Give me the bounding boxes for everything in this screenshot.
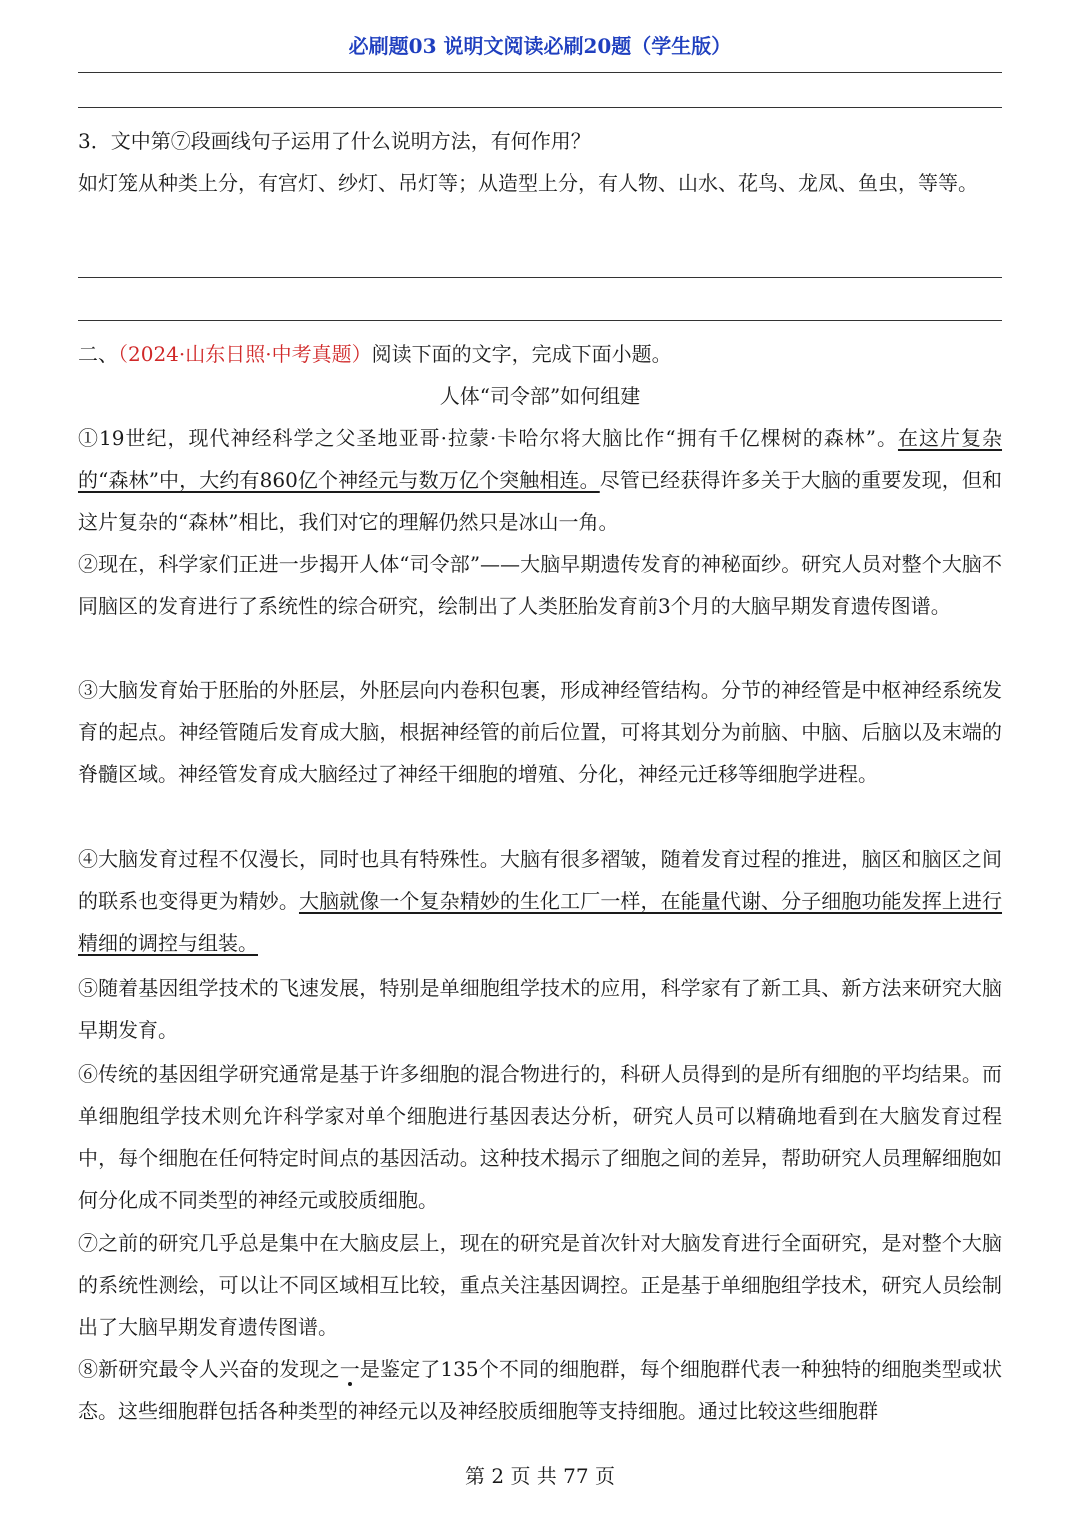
paragraph-6: ⑥传统的基因组学研究通常是基于许多细胞的混合物进行的，科研人员得到的是所有细胞的平均结果。而单细胞组学技术则允许科学家对单个细胞进行基因表达分析，研究人员可以精确地看到在大脑发育过程中，每个细胞在任何特定时间点的基因活动。这种技术揭示了细胞之间的差异，帮助研究人员理解细胞如何分化成不同类型的神经元或胶质细胞。 [78,1062,1002,1212]
paragraph-8-text-rest: 是鉴定了135个不同的细胞群，每个细胞群代表一种独特的细胞类型或状态。这些细胞群包括各种类型的神经元以及神经胶质细胞等支持细胞。通过比较这些细胞群 [78,1357,1002,1423]
paragraph-1 [78,417,1002,543]
answer-line [78,107,1002,108]
paragraph-1-text-rest: 尽管已经获得许多关于大脑的重要发现，但和这片复杂的“森林”相比，我们对它的理解仍然只是冰山一角。 [78,468,1003,534]
question-3-example: 如灯笼从种类上分，有宫灯、纱灯、吊灯等；从造型上分，有人物、山水、花鸟、龙凤、鱼虫，等等。 [78,171,978,195]
page-number: 第 2 页 共 77 页 [465,1464,615,1488]
underlined-sentence-1: 在这片复杂的“森林”中，大约有860亿个神经元与数万亿个突触相连。 [78,426,1003,492]
section-2-heading [78,333,1002,375]
paragraph-7: ⑦之前的研究几乎总是集中在大脑皮层上，现在的研究是首次针对大脑发育进行全面研究，是对整个大脑的系统性测绘，可以让不同区域相互比较，重点关注基因调控。正是基于单细胞组学技术，研究人员绘制出了大脑早期发育遗传图谱。 [78,1231,1002,1339]
paragraph-4-text: ④大脑发育过程不仅漫长，同时也具有特殊性。大脑有很多褶皱，随着发育过程的推进，脑区和脑区之间的联系也变得更为精妙。 [78,847,1002,913]
answer-line [78,320,1002,321]
section-number: 二、 [78,342,118,366]
page-header-title: 必刷题03 说明文阅读必刷20题（学生版） [348,34,732,58]
section-instruction: 阅读下面的文字，完成下面小题。 [371,342,672,366]
paragraph-4 [78,838,1002,964]
paragraph-5: ⑤随着基因组学技术的飞速发展，特别是单细胞组学技术的应用，科学家有了新工具、新方法来研究大脑早期发育。 [78,976,1002,1042]
answer-line [78,277,1002,278]
emphasis-dot-char: 一 [339,1357,360,1381]
header-divider [78,72,1002,73]
paragraph-3: ③大脑发育始于胚胎的外胚层，外胚层向内卷积包裹，形成神经管结构。分节的神经管是中枢神经系统发育的起点。神经管随后发育成大脑，根据神经管的前后位置，可将其划分为前脑、中脑、后脑以及末端的脊髓区域。神经管发育成大脑经过了神经干细胞的增殖、分化，神经元迁移等细胞学进程。 [78,678,1002,786]
paragraph-8 [78,1348,1002,1432]
paragraph-2: ②现在，科学家们正进一步揭开人体“司令部”——大脑早期遗传发育的神秘面纱。研究人员对整个大脑不同脑区的发育进行了系统性的综合研究，绘制出了人类胚胎发育前3个月的大脑早期发育遗传图谱。 [78,552,1002,618]
paragraph-8-text: ⑧新研究最令人兴奋的发现之 [78,1357,340,1381]
underlined-sentence-4: 大脑就像一个复杂精妙的生化工厂一样，在能量代谢、分子细胞功能发挥上进行精细的调控与组装。 [78,889,1003,955]
article-title: 人体“司令部”如何组建 [439,384,641,408]
question-3: 3．文中第⑦段画线句子运用了什么说明方法，有何作用？ [78,129,591,153]
paragraph-1-text: ①19世纪，现代神经科学之父圣地亚哥·拉蒙·卡哈尔将大脑比作“拥有千亿棵树的森林”。 [78,426,898,450]
exam-source: （2024·山东日照·中考真题） [118,342,372,366]
